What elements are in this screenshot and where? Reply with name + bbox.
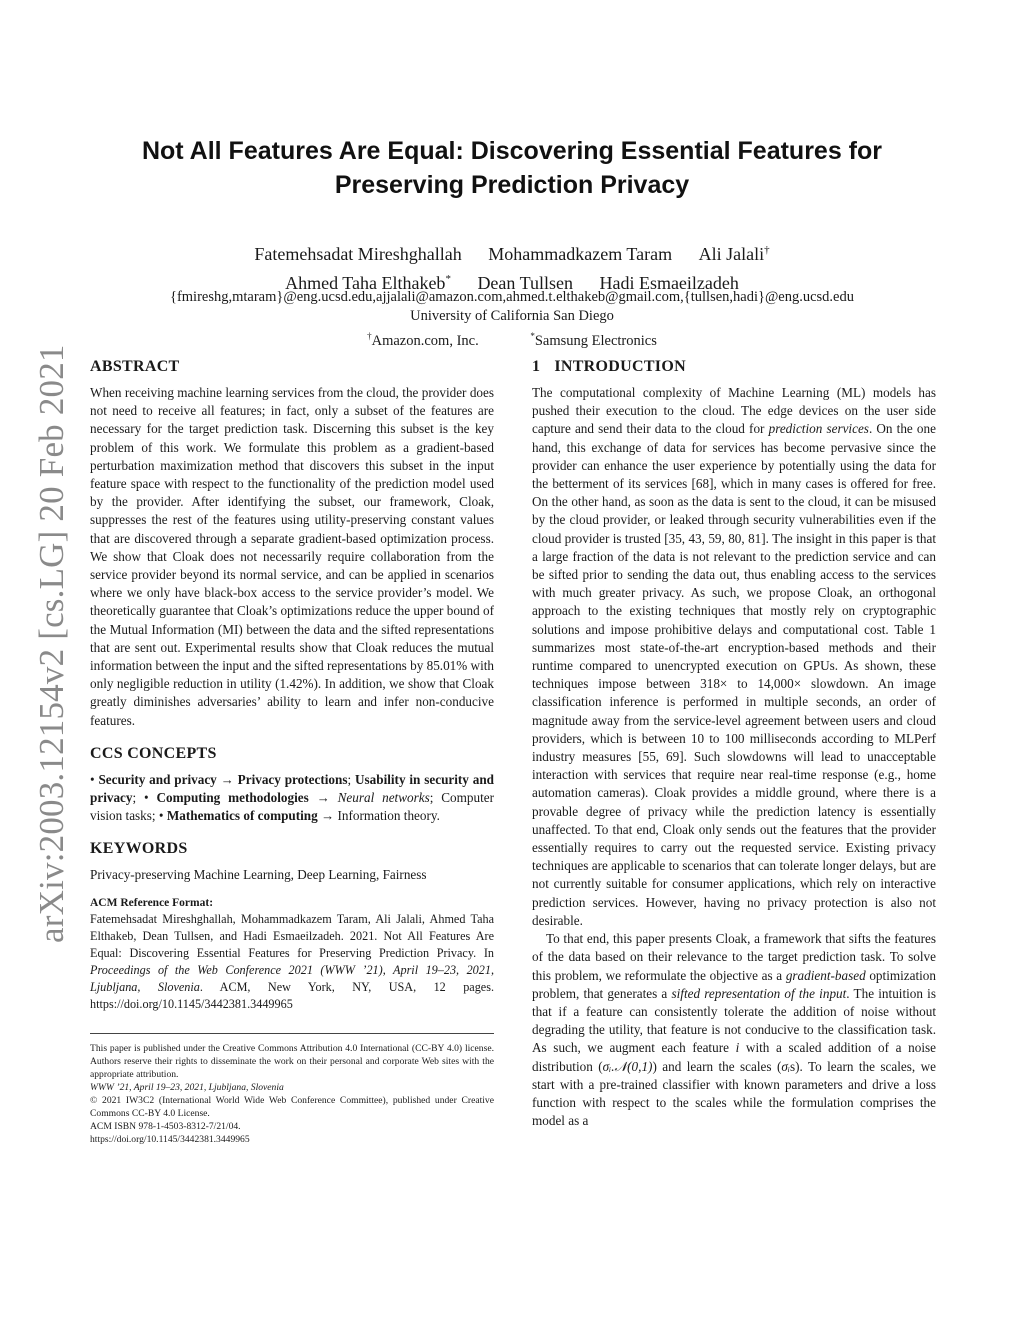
- intro-paragraph-1: The computational complexity of Machine Learning (ML) models has pushed their execution to the cloud. The edge devices on the user side capture and send their data to the cloud for prediction services. On the one hand, this exchange of data for services has become pervasive since the provider can enhance the user experience by potentially using the data for the betterment of its services [68], which in many cases is offered for free. On the other hand, as soon as the data is sent to the cloud, it can be misused by the cloud provider, or leaked through security vulnerabilities even if the cloud provider is trusted [35, 43, 59, 80, 81]. The insight in this paper is that a large fraction of the data is not relevant to the prediction service and can be sifted prior to sending the data out, thus enabling access to the services with much greater privacy. As such, we propose Cloak, an orthogonal approach to the existing techniques that mostly rely on cryptographic solutions and impose prohibitive delays and computational cost. Table 1 summarizes most state-of-the-art encryption-based methods and their runtime compared to unencrypted execution on GPUs. As shown, these techniques impose between 318× to 14,000× slowdown. An image classification inference is performed in multiple seconds, an order of magnitude away from the service-level agreement between users and cloud providers, which is between 10 to 100 milliseconds according to MLPerf industry measures [55, 69]. Such slowdowns will lead to unacceptable interaction with services that require near real-time response (e.g., home automation cameras). Cloak provides a middle ground, where there is a provable degree of privacy while the prediction latency is essentially unaffected. To that end, Cloak only sends out the features that the provider essentially requires to carry out the requested service. Existing privacy techniques are applicable to scenarios that can tolerate longer delays, but are not currently suitable for consumer applications, which rely on interactive prediction services. However, having no privacy protection is also not desirable.: [532, 385, 936, 928]
- right-column: [532, 356, 936, 1130]
- author-name: Fatemehsadat Mireshghallah: [254, 244, 462, 264]
- copyright-line: © 2021 IW3C2 (International World Wide Web Conference Committee), published under Creative Commons CC-BY 4.0 License.: [90, 1094, 494, 1119]
- paper-title: [80, 134, 944, 202]
- isbn-line: ACM ISBN 978-1-4503-8312-7/21/04.: [90, 1120, 241, 1132]
- acm-reference-text: Fatemehsadat Mireshghallah, Mohammadkazem Taram, Ali Jalali, Ahmed Taha Elthakeb, Dean Tullsen, and Hadi Esmaeilzadeh. 2021. Not All Features Are Equal: Discovering Essential Features for Preserving Prediction Privacy. In Proceedings of the Web Conference 2021 (WWW ’21), April 19–23, 2021, Ljubljana, Slovenia. ACM, New York, NY, USA, 12 pages. https://doi.org/10.1145/3442381.3449965: [90, 911, 495, 1011]
- intro-paragraph-2: To that end, this paper presents Cloak, a framework that sifts the features of the data based on their relevance to the target prediction task. To solve this problem, we reformulate the objective as a gradient-based optimization problem, that generates a sifted representation of the input. The intuition is that if a feature can consistently tolerate the addition of noise without degrading the utility, that feature is not conducive to the classification task. As such, we augment each feature i with a scaled addition of a noise distribution (σᵢ.𝒩(0,1)) and learn the scales (σᵢs). To learn the scales, we start with a pre-trained classifier with known parameters and drive a loss function with respect to the scales while the formulation comprises the model as a: [532, 931, 936, 1129]
- acm-reference-heading: ACM Reference Format:: [90, 896, 214, 909]
- abstract-heading: ABSTRACT: [90, 358, 180, 375]
- ccs-heading: CCS CONCEPTS: [90, 744, 217, 762]
- arxiv-identifier-stamp: arXiv:2003.12154v2 [cs.LG] 20 Feb 2021: [32, 344, 71, 943]
- introduction-heading: 1 INTRODUCTION: [532, 358, 686, 375]
- author-row-1: [80, 238, 944, 267]
- abstract-text: When receiving machine learning services from the cloud, the provider does not need to receive all features; in fact, only a subset of the features are necessary for the target prediction task. Discerning this subset is the key problem of this work. We formulate this problem as a gradient-based perturbation maximization method that discovers this subset in the input feature space with respect to the functionality of the prediction model used by the provider. After identifying the subset, our framework, Cloak, suppresses the rest of the features using utility-preserving constant values that are discovered through a separate gradient-based optimization process. We show that Cloak does not necessarily require collaboration from the service provider beyond its normal service, and can be applied in scenarios where we only have black-box access to the service provider’s model. We theoretically guarantee that Cloak’s optimizations reduce the upper bound of the Mutual Information (MI) between the data and the sifted representations that are sent out. Experimental results show that Cloak reduces the mutual information between the input and the sifted representations by 85.01% with only negligible reduction in utility (1.42%). In addition, we show that Cloak greatly diminishes adversaries’ ability to learn and infer non-conducive features.: [90, 385, 494, 728]
- license-notice: This paper is published under the Creative Commons Attribution 4.0 International (CC-BY 4.0) license. Authors reserve their rights to disseminate the work on their personal and corporate Web sites with the appropriate attribution.: [90, 1042, 494, 1080]
- keywords-heading: KEYWORDS: [90, 840, 188, 858]
- title-line-2: Preserving Prediction Privacy: [334, 171, 690, 199]
- author-name: Mohammadkazem Taram: [488, 244, 673, 264]
- author-name: Ali Jalali†: [698, 244, 770, 264]
- footnote-divider: [90, 1033, 494, 1034]
- ccs-concepts-text: • Security and privacy → Privacy protections; Usability in security and privacy; • Computing methodologies → Neural networks; Computer vision tasks; • Mathematics of computing → Information theory.: [90, 771, 495, 824]
- university-affiliation: University of California San Diego: [410, 308, 614, 324]
- left-column: [90, 356, 494, 1146]
- industry-affiliations: [80, 326, 944, 351]
- author-emails: {fmireshg,mtaram}@eng.ucsd.edu,ajjalali@amazon.com,ahmed.t.elthakeb@gmail.com,{tullsen,hadi}@eng.ucsd.edu: [169, 289, 854, 305]
- affiliation-amazon: †Amazon.com, Inc.: [367, 331, 479, 349]
- author-name: Ahmed Taha Elthakeb*: [285, 273, 451, 293]
- author-name: Hadi Esmaeilzadeh: [599, 273, 739, 293]
- copyright-footnote: [90, 1042, 494, 1146]
- doi-link[interactable]: https://doi.org/10.1145/3442381.3449965: [90, 1133, 250, 1145]
- title-line-1: Not All Features Are Equal: Discovering Essential Features for: [141, 137, 882, 165]
- affiliation-samsung: *Samsung Electronics: [530, 331, 657, 349]
- conference-line: WWW ’21, April 19–23, 2021, Ljubljana, Slovenia: [90, 1081, 284, 1093]
- author-name: Dean Tullsen: [477, 273, 573, 293]
- keywords-text: Privacy-preserving Machine Learning, Deep Learning, Fairness: [90, 867, 427, 883]
